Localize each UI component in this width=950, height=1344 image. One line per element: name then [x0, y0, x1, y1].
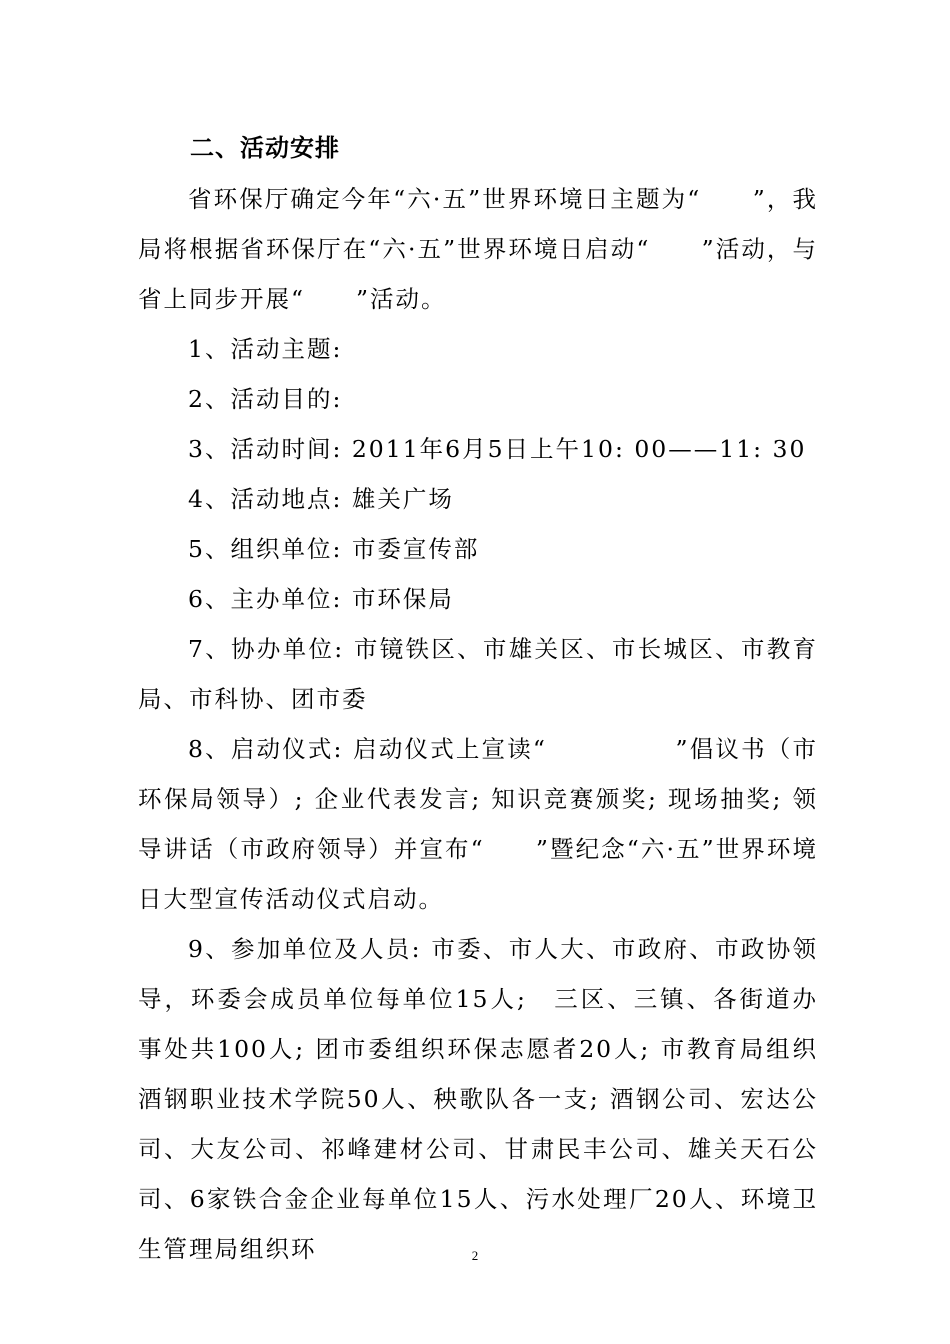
list-item-host: 6、主办单位: 市环保局: [188, 585, 454, 613]
list-item-ceremony: 8、启动仪式: 启动仪式上宣读“ ”倡议书（市环保局领导）; 企业代表发言; 知识竞赛颁奖; 现场抽奖; 领导讲话（市政府领导）并宣布“ ”暨纪念“六·五”世界环境日大型宣传活动仪式启动。: [138, 735, 818, 913]
list-item-location: 4、活动地点: 雄关广场: [188, 485, 454, 513]
list-item-theme: 1、活动主题:: [188, 335, 343, 363]
intro-paragraph: 省环保厅确定今年“六·五”世界环境日主题为“ ”，我局将根据省环保厅在“六·五”世界环境日启动“ ”活动，与省上同步开展“ ”活动。: [138, 185, 818, 313]
list-item-purpose: 2、活动目的:: [188, 385, 343, 413]
page-number: 2: [471, 1248, 479, 1263]
list-item-participants: 9、参加单位及人员: 市委、市人大、市政府、市政协领导，环委会成员单位每单位15人; 三区、三镇、各街道办事处共100人; 团市委组织环保志愿者20人; 市教育局组织酒钢职业技术学院50人、秧歌队各一支; 酒钢公司、宏达公司、大友公司、祁峰建材公司、甘肃民丰公司、雄关天石公司、6家铁合金企业每单位15人、污水处理厂20人、环境卫生管理局组织环: [138, 935, 818, 1263]
list-item-co-organizers: 7、协办单位: 市镜铁区、市雄关区、市长城区、市教育局、市科协、团市委: [138, 635, 818, 713]
section-heading: 二、活动安排: [190, 133, 340, 162]
list-item-time: 3、活动时间: 2011年6月5日上午10: 00——11: 30: [188, 435, 807, 463]
list-item-organizer: 5、组织单位: 市委宣传部: [188, 535, 480, 563]
